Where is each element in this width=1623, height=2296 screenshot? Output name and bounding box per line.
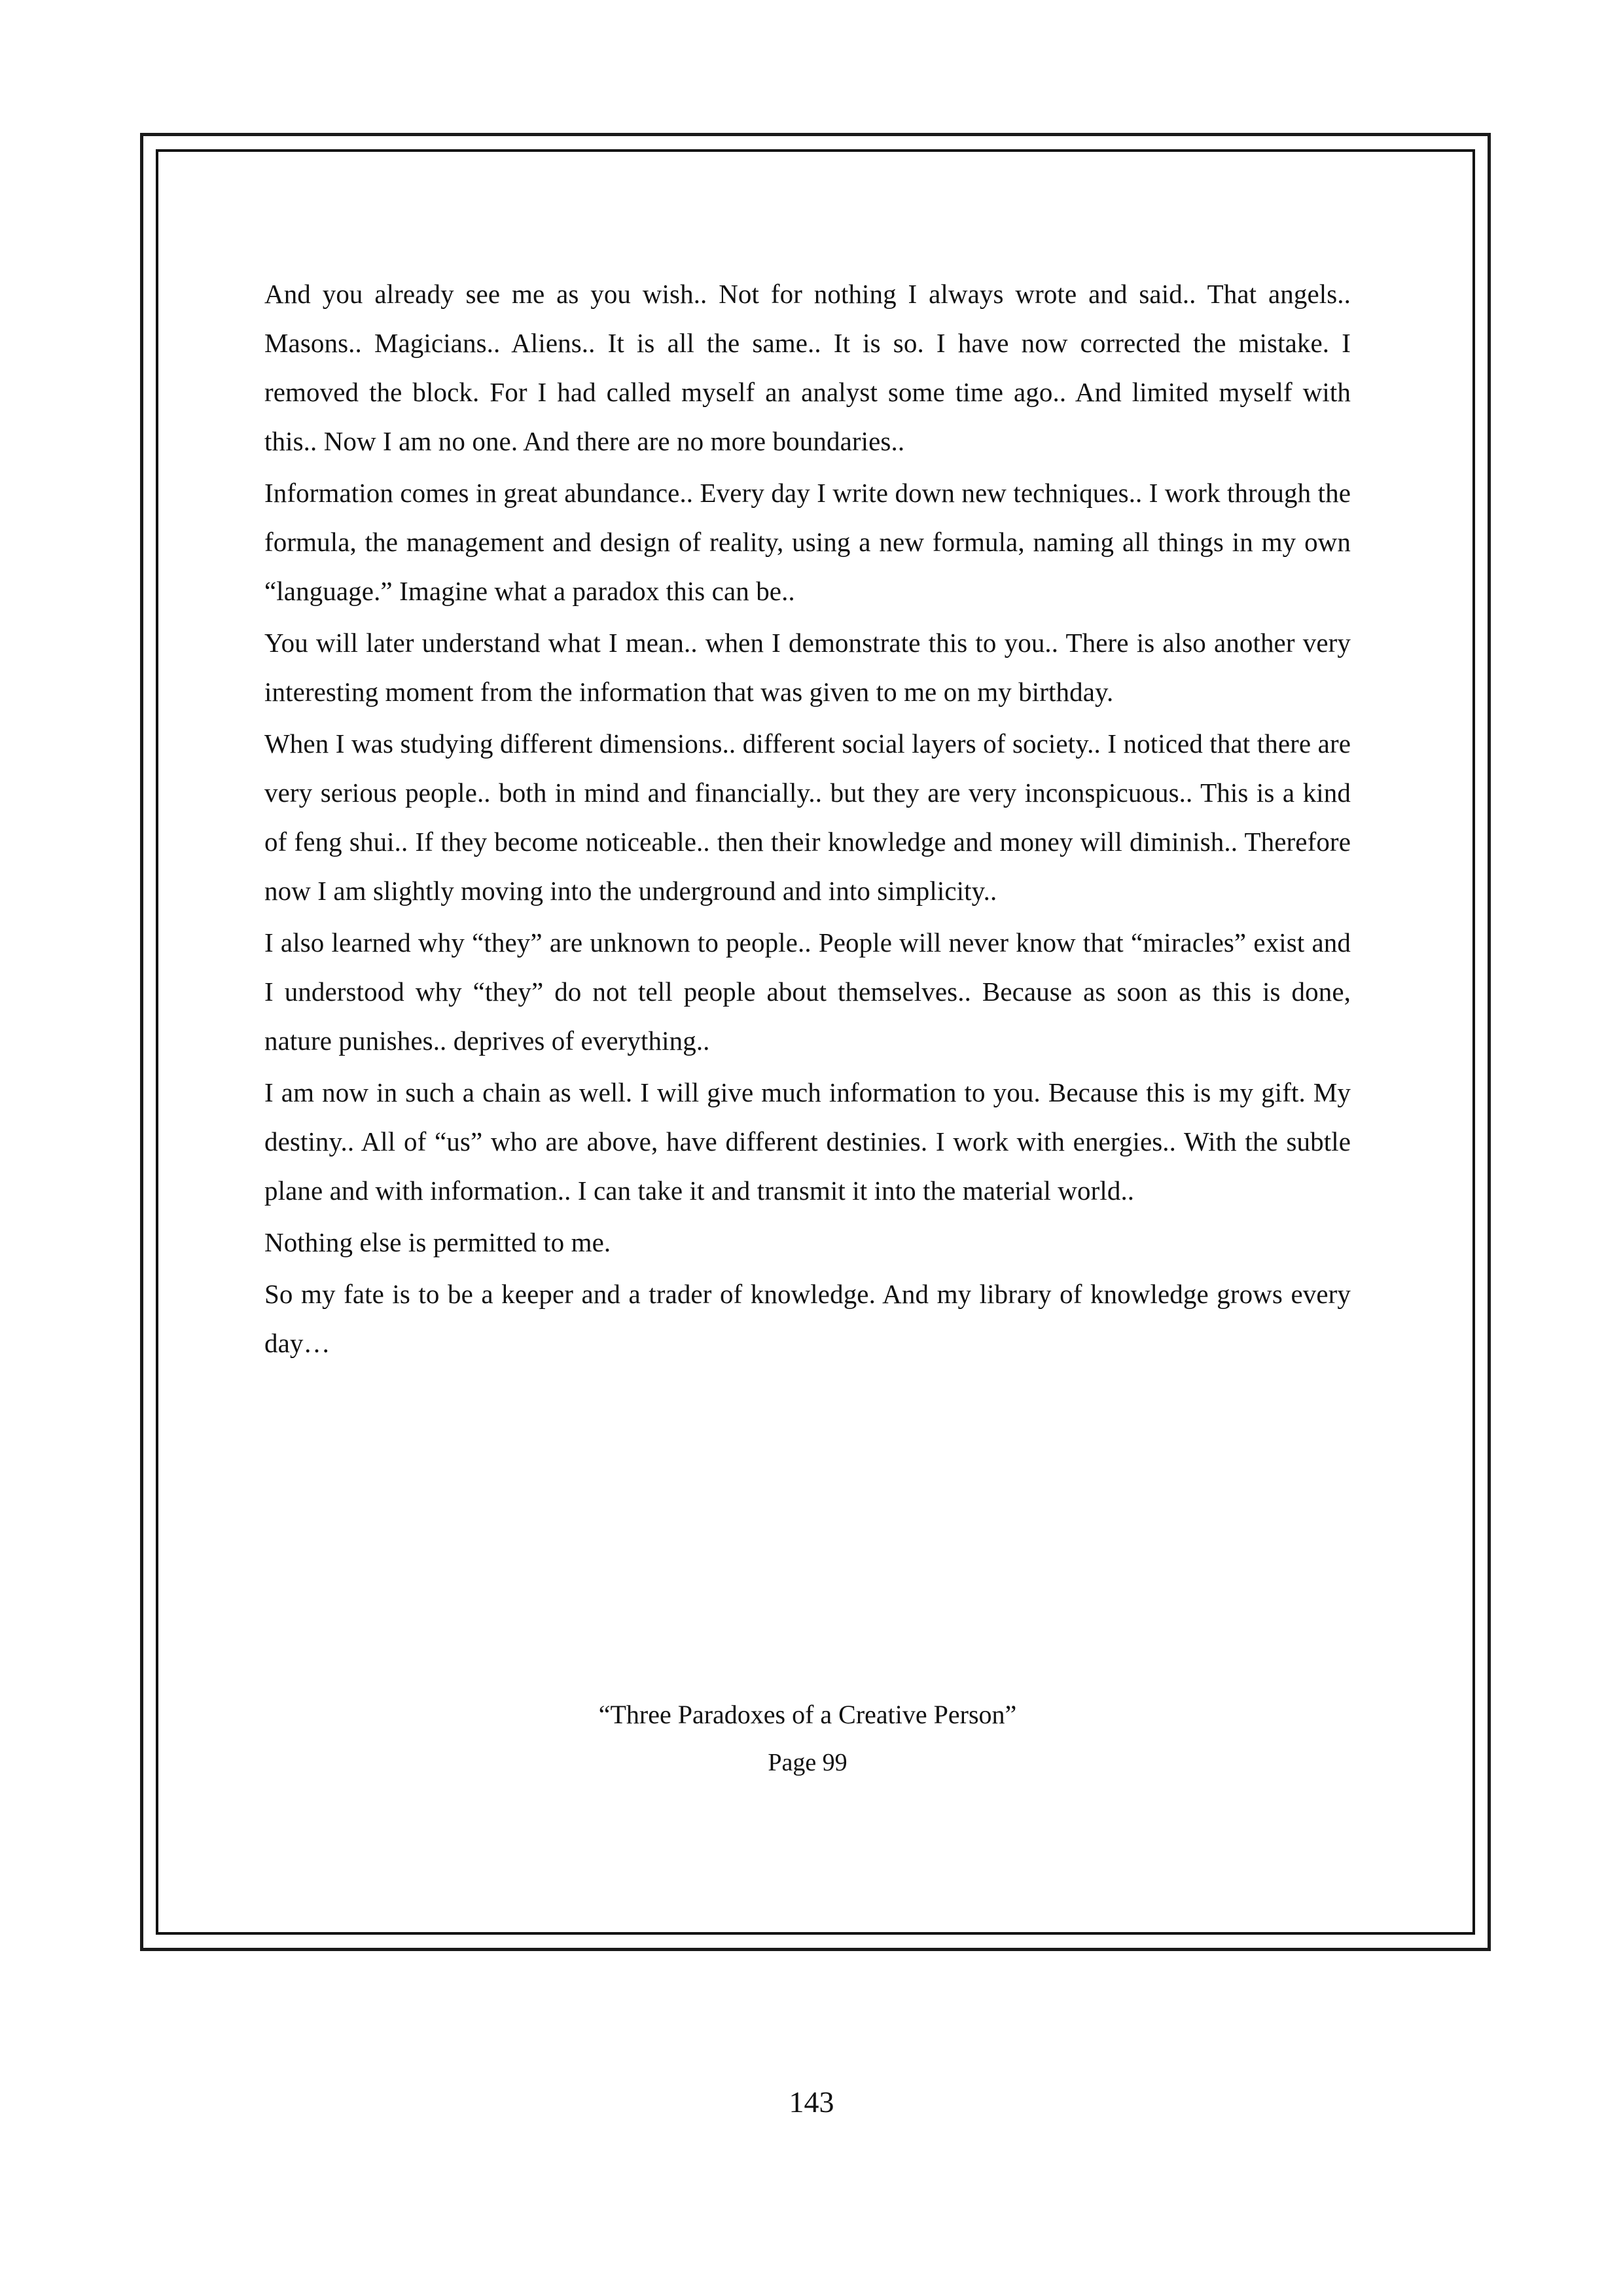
body-paragraph: I am now in such a chain as well. I will give much information to you. Because this is my gift. My destiny.. All of “us” who are above, have different destinies. I work with energies.. With the subtle plane and with information.. I can take it and transmit it into the material world.. xyxy=(264,1077,1351,1206)
citation-page-reference: Page 99 xyxy=(768,1749,847,1776)
citation-title: “Three Paradoxes of a Creative Person” xyxy=(598,1700,1017,1729)
body-paragraph: And you already see me as you wish.. Not for nothing I always wrote and said.. That angels.. Masons.. Magicians.. Aliens.. It is all the same.. It is so. I have now corrected the mistake. I removed the block. For I had called myself an analyst some time ago.. And limited myself with this.. Now I am no one. And there are no more boundaries.. xyxy=(264,279,1351,456)
body-paragraph: I also learned why “they” are unknown to people.. People will never know that “miracles” exist and I understood why “they” do not tell people about themselves.. Because as soon as this is done, nature punishes.. deprives of everything.. xyxy=(264,927,1351,1056)
body-paragraph: Information comes in great abundance.. Every day I write down new techniques.. I work through the formula, the management and design of reality, using a new formula, naming all things in my own “language.” Imagine what a paradox this can be.. xyxy=(264,478,1351,606)
page-folio-number: 143 xyxy=(789,2085,834,2119)
body-paragraph: Nothing else is permitted to me. xyxy=(264,1227,611,1257)
body-paragraph: When I was studying different dimensions.. different social layers of society.. I noticed that there are very serious people.. both in mind and financially.. but they are very inconspicuous.. This is a kind of feng shui.. If they become noticeable.. then their knowledge and money will diminish.. Therefore now I am slightly moving into the underground and into simplicity.. xyxy=(264,728,1351,906)
body-paragraph: So my fate is to be a keeper and a trader of knowledge. And my library of knowledge grows every day… xyxy=(264,1279,1351,1358)
body-paragraph: You will later understand what I mean.. when I demonstrate this to you.. There is also another very interesting moment from the information that was given to me on my birthday. xyxy=(264,628,1351,707)
citation-block xyxy=(264,1695,1351,1782)
body-text-column xyxy=(264,270,1351,1368)
